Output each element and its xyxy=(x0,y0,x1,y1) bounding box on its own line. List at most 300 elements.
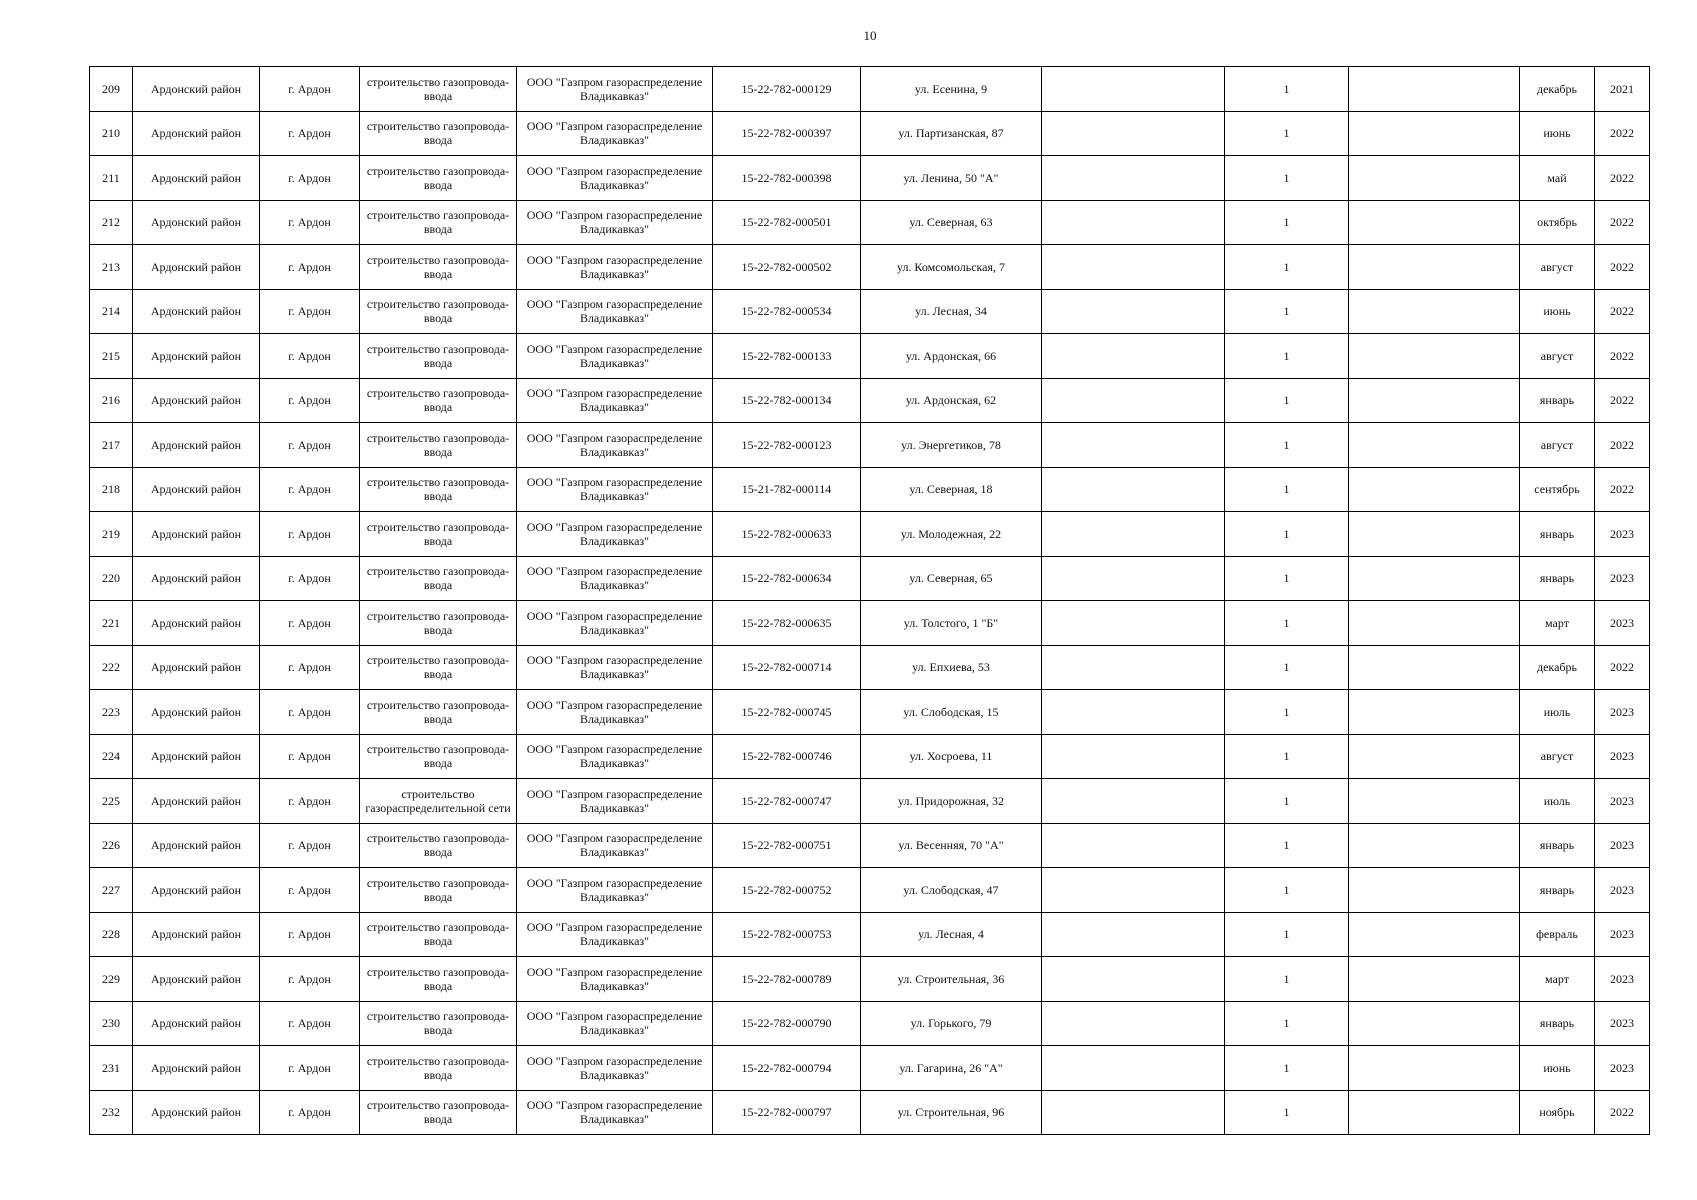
table-row xyxy=(90,1090,1650,1135)
cell-year: 2022 xyxy=(1595,645,1650,690)
cell-empty xyxy=(1042,779,1225,824)
cell-year: 2022 xyxy=(1595,1090,1650,1135)
cell-registry-code: 15-22-782-000753 xyxy=(713,912,861,957)
cell-month: август xyxy=(1520,334,1595,379)
cell-address: ул. Комсомольская, 7 xyxy=(861,245,1042,290)
cell-empty xyxy=(1042,1090,1225,1135)
cell-organization: ООО "Газпром газораспределение Владикавказ" xyxy=(517,779,713,824)
cell-locality: г. Ардон xyxy=(260,734,360,779)
cell-row-number: 220 xyxy=(90,556,133,601)
cell-organization: ООО "Газпром газораспределение Владикавказ" xyxy=(517,423,713,468)
table-body xyxy=(90,67,1650,1135)
cell-district: Ардонский район xyxy=(133,334,260,379)
cell-district: Ардонский район xyxy=(133,690,260,735)
cell-work-type: строительство газопровода-ввода xyxy=(360,423,517,468)
cell-address: ул. Толстого, 1 "Б" xyxy=(861,601,1042,646)
cell-month: ноябрь xyxy=(1520,1090,1595,1135)
cell-work-type: строительство газопровода-ввода xyxy=(360,734,517,779)
cell-empty xyxy=(1042,467,1225,512)
table-row xyxy=(90,645,1650,690)
cell-year: 2022 xyxy=(1595,467,1650,512)
cell-locality: г. Ардон xyxy=(260,245,360,290)
cell-address: ул. Ардонская, 62 xyxy=(861,378,1042,423)
cell-month: август xyxy=(1520,245,1595,290)
cell-organization: ООО "Газпром газораспределение Владикавказ" xyxy=(517,823,713,868)
cell-empty xyxy=(1349,734,1520,779)
cell-work-type: строительство газопровода-ввода xyxy=(360,1001,517,1046)
cell-empty xyxy=(1042,734,1225,779)
cell-organization: ООО "Газпром газораспределение Владикавказ" xyxy=(517,868,713,913)
cell-registry-code: 15-22-782-000123 xyxy=(713,423,861,468)
cell-year: 2023 xyxy=(1595,1046,1650,1091)
cell-empty xyxy=(1042,556,1225,601)
cell-year: 2023 xyxy=(1595,512,1650,557)
cell-quantity: 1 xyxy=(1225,423,1349,468)
cell-quantity: 1 xyxy=(1225,378,1349,423)
cell-address: ул. Есенина, 9 xyxy=(861,67,1042,112)
cell-address: ул. Ардонская, 66 xyxy=(861,334,1042,379)
cell-registry-code: 15-22-782-000133 xyxy=(713,334,861,379)
table-row xyxy=(90,779,1650,824)
cell-month: июнь xyxy=(1520,1046,1595,1091)
cell-work-type: строительство газопровода-ввода xyxy=(360,690,517,735)
cell-registry-code: 15-22-782-000534 xyxy=(713,289,861,334)
cell-quantity: 1 xyxy=(1225,556,1349,601)
cell-district: Ардонский район xyxy=(133,67,260,112)
registry-table xyxy=(89,66,1650,1135)
cell-year: 2023 xyxy=(1595,779,1650,824)
cell-organization: ООО "Газпром газораспределение Владикавказ" xyxy=(517,556,713,601)
cell-year: 2023 xyxy=(1595,601,1650,646)
cell-year: 2023 xyxy=(1595,690,1650,735)
cell-empty xyxy=(1349,556,1520,601)
cell-year: 2022 xyxy=(1595,289,1650,334)
cell-month: июль xyxy=(1520,690,1595,735)
cell-address: ул. Северная, 18 xyxy=(861,467,1042,512)
table-row xyxy=(90,601,1650,646)
cell-district: Ардонский район xyxy=(133,111,260,156)
cell-year: 2023 xyxy=(1595,556,1650,601)
cell-work-type: строительство газопровода-ввода xyxy=(360,334,517,379)
cell-district: Ардонский район xyxy=(133,1001,260,1046)
cell-empty xyxy=(1349,334,1520,379)
cell-empty xyxy=(1042,1001,1225,1046)
cell-district: Ардонский район xyxy=(133,823,260,868)
cell-district: Ардонский район xyxy=(133,868,260,913)
table-row xyxy=(90,334,1650,379)
cell-district: Ардонский район xyxy=(133,245,260,290)
table-row xyxy=(90,868,1650,913)
cell-empty xyxy=(1349,912,1520,957)
cell-organization: ООО "Газпром газораспределение Владикавказ" xyxy=(517,512,713,557)
cell-locality: г. Ардон xyxy=(260,601,360,646)
cell-row-number: 221 xyxy=(90,601,133,646)
cell-empty xyxy=(1349,868,1520,913)
table-row xyxy=(90,467,1650,512)
cell-district: Ардонский район xyxy=(133,289,260,334)
cell-row-number: 227 xyxy=(90,868,133,913)
cell-row-number: 211 xyxy=(90,156,133,201)
cell-registry-code: 15-22-782-000633 xyxy=(713,512,861,557)
cell-year: 2022 xyxy=(1595,111,1650,156)
table-row xyxy=(90,111,1650,156)
cell-quantity: 1 xyxy=(1225,734,1349,779)
cell-registry-code: 15-22-782-000746 xyxy=(713,734,861,779)
cell-locality: г. Ардон xyxy=(260,289,360,334)
cell-district: Ардонский район xyxy=(133,779,260,824)
cell-quantity: 1 xyxy=(1225,645,1349,690)
cell-organization: ООО "Газпром газораспределение Владикавказ" xyxy=(517,67,713,112)
cell-locality: г. Ардон xyxy=(260,111,360,156)
table-row xyxy=(90,734,1650,779)
cell-organization: ООО "Газпром газораспределение Владикавказ" xyxy=(517,200,713,245)
cell-address: ул. Слободская, 47 xyxy=(861,868,1042,913)
cell-year: 2022 xyxy=(1595,200,1650,245)
cell-district: Ардонский район xyxy=(133,423,260,468)
cell-quantity: 1 xyxy=(1225,156,1349,201)
cell-district: Ардонский район xyxy=(133,734,260,779)
cell-empty xyxy=(1349,690,1520,735)
cell-address: ул. Хосроева, 11 xyxy=(861,734,1042,779)
cell-empty xyxy=(1349,289,1520,334)
cell-address: ул. Ленина, 50 "А" xyxy=(861,156,1042,201)
cell-registry-code: 15-22-782-000751 xyxy=(713,823,861,868)
cell-locality: г. Ардон xyxy=(260,868,360,913)
cell-locality: г. Ардон xyxy=(260,1090,360,1135)
cell-empty xyxy=(1042,67,1225,112)
cell-month: декабрь xyxy=(1520,645,1595,690)
cell-empty xyxy=(1349,823,1520,868)
table-row xyxy=(90,512,1650,557)
cell-year: 2023 xyxy=(1595,1001,1650,1046)
cell-quantity: 1 xyxy=(1225,823,1349,868)
cell-row-number: 230 xyxy=(90,1001,133,1046)
cell-empty xyxy=(1349,200,1520,245)
cell-quantity: 1 xyxy=(1225,1001,1349,1046)
cell-quantity: 1 xyxy=(1225,690,1349,735)
table-row xyxy=(90,67,1650,112)
cell-quantity: 1 xyxy=(1225,1090,1349,1135)
cell-empty xyxy=(1042,868,1225,913)
cell-empty xyxy=(1349,67,1520,112)
cell-registry-code: 15-22-782-000752 xyxy=(713,868,861,913)
table-row xyxy=(90,1046,1650,1091)
cell-empty xyxy=(1349,423,1520,468)
cell-empty xyxy=(1349,601,1520,646)
cell-registry-code: 15-21-782-000114 xyxy=(713,467,861,512)
cell-district: Ардонский район xyxy=(133,512,260,557)
cell-year: 2023 xyxy=(1595,957,1650,1002)
cell-work-type: строительство газопровода-ввода xyxy=(360,868,517,913)
cell-quantity: 1 xyxy=(1225,67,1349,112)
cell-row-number: 216 xyxy=(90,378,133,423)
cell-year: 2022 xyxy=(1595,245,1650,290)
cell-district: Ардонский район xyxy=(133,1090,260,1135)
cell-registry-code: 15-22-782-000789 xyxy=(713,957,861,1002)
cell-empty xyxy=(1349,957,1520,1002)
cell-organization: ООО "Газпром газораспределение Владикавказ" xyxy=(517,1090,713,1135)
cell-quantity: 1 xyxy=(1225,289,1349,334)
cell-registry-code: 15-22-782-000794 xyxy=(713,1046,861,1091)
table-row xyxy=(90,1001,1650,1046)
cell-registry-code: 15-22-782-000745 xyxy=(713,690,861,735)
cell-locality: г. Ардон xyxy=(260,512,360,557)
cell-row-number: 209 xyxy=(90,67,133,112)
cell-registry-code: 15-22-782-000129 xyxy=(713,67,861,112)
cell-address: ул. Придорожная, 32 xyxy=(861,779,1042,824)
cell-year: 2023 xyxy=(1595,912,1650,957)
cell-work-type: строительство газопровода-ввода xyxy=(360,467,517,512)
cell-district: Ардонский район xyxy=(133,957,260,1002)
cell-month: март xyxy=(1520,601,1595,646)
table-row xyxy=(90,378,1650,423)
cell-organization: ООО "Газпром газораспределение Владикавказ" xyxy=(517,289,713,334)
cell-row-number: 215 xyxy=(90,334,133,379)
cell-locality: г. Ардон xyxy=(260,1046,360,1091)
cell-year: 2021 xyxy=(1595,67,1650,112)
cell-work-type: строительство газопровода-ввода xyxy=(360,1046,517,1091)
cell-row-number: 224 xyxy=(90,734,133,779)
cell-empty xyxy=(1042,334,1225,379)
cell-work-type: строительство газопровода-ввода xyxy=(360,512,517,557)
cell-organization: ООО "Газпром газораспределение Владикавказ" xyxy=(517,156,713,201)
cell-month: январь xyxy=(1520,512,1595,557)
cell-empty xyxy=(1042,200,1225,245)
cell-empty xyxy=(1042,289,1225,334)
cell-organization: ООО "Газпром газораспределение Владикавказ" xyxy=(517,734,713,779)
cell-row-number: 225 xyxy=(90,779,133,824)
cell-registry-code: 15-22-782-000397 xyxy=(713,111,861,156)
cell-empty xyxy=(1042,912,1225,957)
cell-organization: ООО "Газпром газораспределение Владикавказ" xyxy=(517,957,713,1002)
cell-district: Ардонский район xyxy=(133,1046,260,1091)
cell-month: октябрь xyxy=(1520,200,1595,245)
cell-empty xyxy=(1042,957,1225,1002)
cell-empty xyxy=(1042,645,1225,690)
cell-organization: ООО "Газпром газораспределение Владикавказ" xyxy=(517,111,713,156)
cell-empty xyxy=(1349,378,1520,423)
cell-organization: ООО "Газпром газораспределение Владикавказ" xyxy=(517,245,713,290)
cell-empty xyxy=(1349,779,1520,824)
cell-locality: г. Ардон xyxy=(260,156,360,201)
cell-address: ул. Горького, 79 xyxy=(861,1001,1042,1046)
cell-address: ул. Северная, 65 xyxy=(861,556,1042,601)
cell-district: Ардонский район xyxy=(133,912,260,957)
cell-month: август xyxy=(1520,734,1595,779)
cell-locality: г. Ардон xyxy=(260,645,360,690)
cell-empty xyxy=(1042,512,1225,557)
cell-work-type: строительство газораспределительной сети xyxy=(360,779,517,824)
cell-year: 2023 xyxy=(1595,823,1650,868)
cell-empty xyxy=(1042,111,1225,156)
cell-work-type: строительство газопровода-ввода xyxy=(360,1090,517,1135)
cell-work-type: строительство газопровода-ввода xyxy=(360,245,517,290)
cell-organization: ООО "Газпром газораспределение Владикавказ" xyxy=(517,912,713,957)
cell-empty xyxy=(1042,823,1225,868)
cell-row-number: 214 xyxy=(90,289,133,334)
table-row xyxy=(90,823,1650,868)
cell-registry-code: 15-22-782-000635 xyxy=(713,601,861,646)
table-row xyxy=(90,156,1650,201)
cell-empty xyxy=(1042,423,1225,468)
cell-month: март xyxy=(1520,957,1595,1002)
cell-year: 2023 xyxy=(1595,734,1650,779)
page-number: 10 xyxy=(863,28,877,43)
cell-row-number: 212 xyxy=(90,200,133,245)
cell-work-type: строительство газопровода-ввода xyxy=(360,823,517,868)
table-row xyxy=(90,245,1650,290)
cell-organization: ООО "Газпром газораспределение Владикавказ" xyxy=(517,378,713,423)
cell-month: январь xyxy=(1520,823,1595,868)
cell-empty xyxy=(1042,1046,1225,1091)
cell-quantity: 1 xyxy=(1225,512,1349,557)
cell-registry-code: 15-22-782-000714 xyxy=(713,645,861,690)
cell-registry-code: 15-22-782-000797 xyxy=(713,1090,861,1135)
cell-organization: ООО "Газпром газораспределение Владикавказ" xyxy=(517,334,713,379)
cell-empty xyxy=(1349,1001,1520,1046)
cell-locality: г. Ардон xyxy=(260,912,360,957)
cell-year: 2022 xyxy=(1595,334,1650,379)
cell-locality: г. Ардон xyxy=(260,690,360,735)
cell-locality: г. Ардон xyxy=(260,957,360,1002)
cell-month: январь xyxy=(1520,868,1595,913)
cell-row-number: 229 xyxy=(90,957,133,1002)
cell-empty xyxy=(1349,512,1520,557)
cell-address: ул. Энергетиков, 78 xyxy=(861,423,1042,468)
cell-quantity: 1 xyxy=(1225,1046,1349,1091)
cell-quantity: 1 xyxy=(1225,245,1349,290)
cell-quantity: 1 xyxy=(1225,779,1349,824)
cell-work-type: строительство газопровода-ввода xyxy=(360,67,517,112)
cell-registry-code: 15-22-782-000501 xyxy=(713,200,861,245)
cell-registry-code: 15-22-782-000398 xyxy=(713,156,861,201)
table-row xyxy=(90,556,1650,601)
cell-address: ул. Лесная, 34 xyxy=(861,289,1042,334)
cell-locality: г. Ардон xyxy=(260,556,360,601)
cell-address: ул. Епхиева, 53 xyxy=(861,645,1042,690)
cell-empty xyxy=(1042,245,1225,290)
cell-year: 2022 xyxy=(1595,156,1650,201)
table-row xyxy=(90,912,1650,957)
cell-row-number: 231 xyxy=(90,1046,133,1091)
cell-work-type: строительство газопровода-ввода xyxy=(360,957,517,1002)
cell-quantity: 1 xyxy=(1225,912,1349,957)
cell-empty xyxy=(1042,690,1225,735)
table-row xyxy=(90,200,1650,245)
cell-address: ул. Весенняя, 70 "А" xyxy=(861,823,1042,868)
cell-quantity: 1 xyxy=(1225,200,1349,245)
cell-organization: ООО "Газпром газораспределение Владикавказ" xyxy=(517,690,713,735)
cell-locality: г. Ардон xyxy=(260,1001,360,1046)
cell-row-number: 219 xyxy=(90,512,133,557)
cell-work-type: строительство газопровода-ввода xyxy=(360,156,517,201)
cell-empty xyxy=(1349,156,1520,201)
cell-address: ул. Молодежная, 22 xyxy=(861,512,1042,557)
cell-month: июнь xyxy=(1520,289,1595,334)
cell-month: февраль xyxy=(1520,912,1595,957)
cell-year: 2022 xyxy=(1595,423,1650,468)
cell-row-number: 218 xyxy=(90,467,133,512)
cell-district: Ардонский район xyxy=(133,601,260,646)
cell-empty xyxy=(1042,601,1225,646)
cell-address: ул. Гагарина, 26 "А" xyxy=(861,1046,1042,1091)
cell-work-type: строительство газопровода-ввода xyxy=(360,289,517,334)
cell-year: 2022 xyxy=(1595,378,1650,423)
cell-row-number: 228 xyxy=(90,912,133,957)
table-row xyxy=(90,423,1650,468)
cell-locality: г. Ардон xyxy=(260,378,360,423)
cell-locality: г. Ардон xyxy=(260,823,360,868)
cell-registry-code: 15-22-782-000502 xyxy=(713,245,861,290)
cell-row-number: 223 xyxy=(90,690,133,735)
cell-address: ул. Лесная, 4 xyxy=(861,912,1042,957)
cell-row-number: 226 xyxy=(90,823,133,868)
cell-row-number: 232 xyxy=(90,1090,133,1135)
cell-empty xyxy=(1349,467,1520,512)
cell-work-type: строительство газопровода-ввода xyxy=(360,912,517,957)
cell-month: январь xyxy=(1520,556,1595,601)
cell-organization: ООО "Газпром газораспределение Владикавказ" xyxy=(517,645,713,690)
cell-address: ул. Северная, 63 xyxy=(861,200,1042,245)
cell-month: январь xyxy=(1520,378,1595,423)
cell-work-type: строительство газопровода-ввода xyxy=(360,601,517,646)
cell-row-number: 210 xyxy=(90,111,133,156)
cell-empty xyxy=(1349,1090,1520,1135)
cell-registry-code: 15-22-782-000634 xyxy=(713,556,861,601)
cell-work-type: строительство газопровода-ввода xyxy=(360,645,517,690)
cell-district: Ардонский район xyxy=(133,645,260,690)
cell-row-number: 217 xyxy=(90,423,133,468)
cell-empty xyxy=(1349,245,1520,290)
cell-organization: ООО "Газпром газораспределение Владикавказ" xyxy=(517,601,713,646)
cell-empty xyxy=(1042,156,1225,201)
cell-quantity: 1 xyxy=(1225,601,1349,646)
table-row xyxy=(90,690,1650,735)
cell-empty xyxy=(1042,378,1225,423)
cell-address: ул. Строительная, 96 xyxy=(861,1090,1042,1135)
cell-empty xyxy=(1349,1046,1520,1091)
cell-work-type: строительство газопровода-ввода xyxy=(360,111,517,156)
cell-locality: г. Ардон xyxy=(260,779,360,824)
cell-address: ул. Партизанская, 87 xyxy=(861,111,1042,156)
cell-month: август xyxy=(1520,423,1595,468)
cell-registry-code: 15-22-782-000134 xyxy=(713,378,861,423)
cell-month: май xyxy=(1520,156,1595,201)
cell-district: Ардонский район xyxy=(133,467,260,512)
cell-organization: ООО "Газпром газораспределение Владикавказ" xyxy=(517,1046,713,1091)
cell-empty xyxy=(1349,645,1520,690)
cell-work-type: строительство газопровода-ввода xyxy=(360,378,517,423)
cell-locality: г. Ардон xyxy=(260,200,360,245)
cell-quantity: 1 xyxy=(1225,334,1349,379)
cell-organization: ООО "Газпром газораспределение Владикавказ" xyxy=(517,467,713,512)
cell-district: Ардонский район xyxy=(133,556,260,601)
cell-work-type: строительство газопровода-ввода xyxy=(360,556,517,601)
cell-locality: г. Ардон xyxy=(260,67,360,112)
cell-empty xyxy=(1349,111,1520,156)
cell-district: Ардонский район xyxy=(133,200,260,245)
table-row xyxy=(90,957,1650,1002)
cell-quantity: 1 xyxy=(1225,868,1349,913)
cell-locality: г. Ардон xyxy=(260,423,360,468)
cell-address: ул. Строительная, 36 xyxy=(861,957,1042,1002)
table-row xyxy=(90,289,1650,334)
cell-year: 2023 xyxy=(1595,868,1650,913)
cell-quantity: 1 xyxy=(1225,957,1349,1002)
cell-row-number: 213 xyxy=(90,245,133,290)
cell-month: июнь xyxy=(1520,111,1595,156)
cell-month: сентябрь xyxy=(1520,467,1595,512)
